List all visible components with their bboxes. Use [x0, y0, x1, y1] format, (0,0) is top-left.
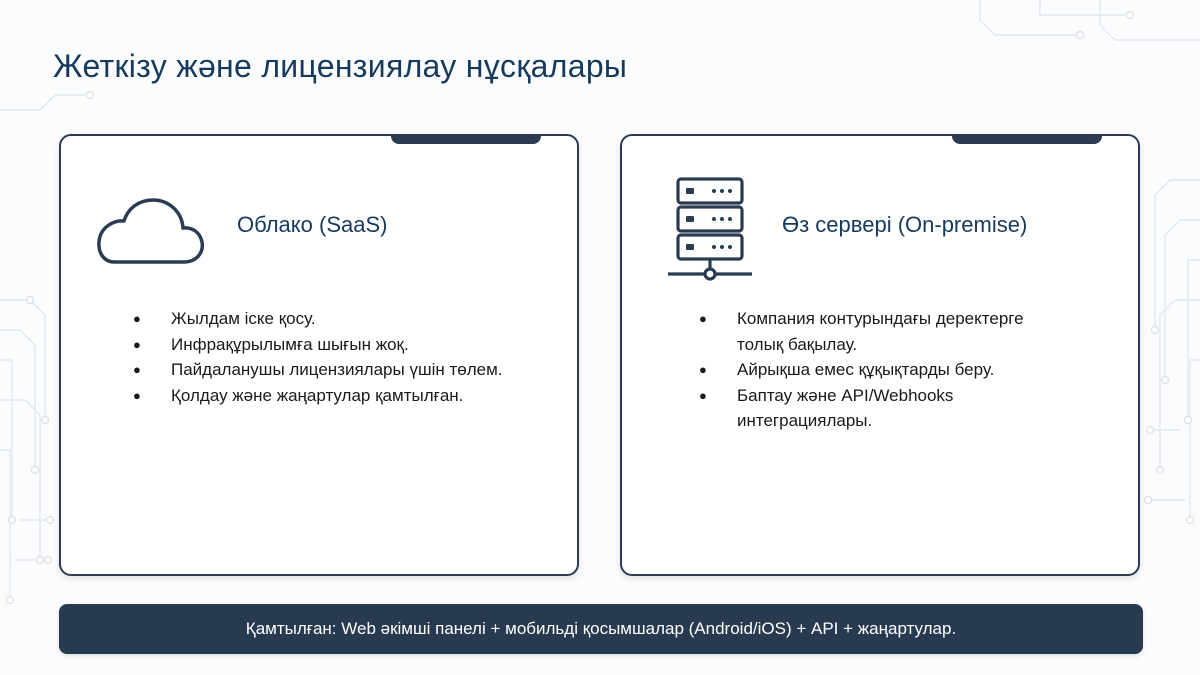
- slide-title: Жеткізу және лицензиялау нұсқалары: [53, 48, 628, 84]
- saas-card: [59, 134, 579, 576]
- list-item: ● Инфрақұрылымға шығын жоқ.: [133, 332, 513, 358]
- list-item: ● Баптау және API/Webhooks интеграциялары.: [699, 383, 1071, 434]
- footer-banner: [59, 604, 1143, 654]
- cloud-icon: [96, 196, 206, 266]
- list-item: ● Қолдау және жаңартулар қамтылған.: [133, 383, 513, 409]
- card-tab-accent: [391, 134, 541, 144]
- list-item: ● Пайдаланушы лицензиялары үшін төлем.: [133, 357, 513, 383]
- saas-card-title: Облако (SaaS): [237, 212, 388, 237]
- footer-text: Қамтылған: Web әкімші панелі + мобильді қосымшалар (Android/iOS) + API + жаңартулар.: [245, 619, 957, 638]
- on-premise-card-title: Өз сервері (On-premise): [782, 212, 1028, 237]
- on-premise-card: [620, 134, 1140, 576]
- list-item: ● Жылдам іске қосу.: [133, 306, 513, 332]
- server-rack-icon: [666, 176, 756, 286]
- card-tab-accent: [952, 134, 1102, 144]
- on-premise-feature-list: [699, 306, 1071, 434]
- saas-feature-list: [133, 306, 513, 408]
- list-item: ● Компания контурындағы деректерге толық бақылау.: [699, 306, 1071, 357]
- list-item: ● Айрықша емес құқықтарды беру.: [699, 357, 1071, 383]
